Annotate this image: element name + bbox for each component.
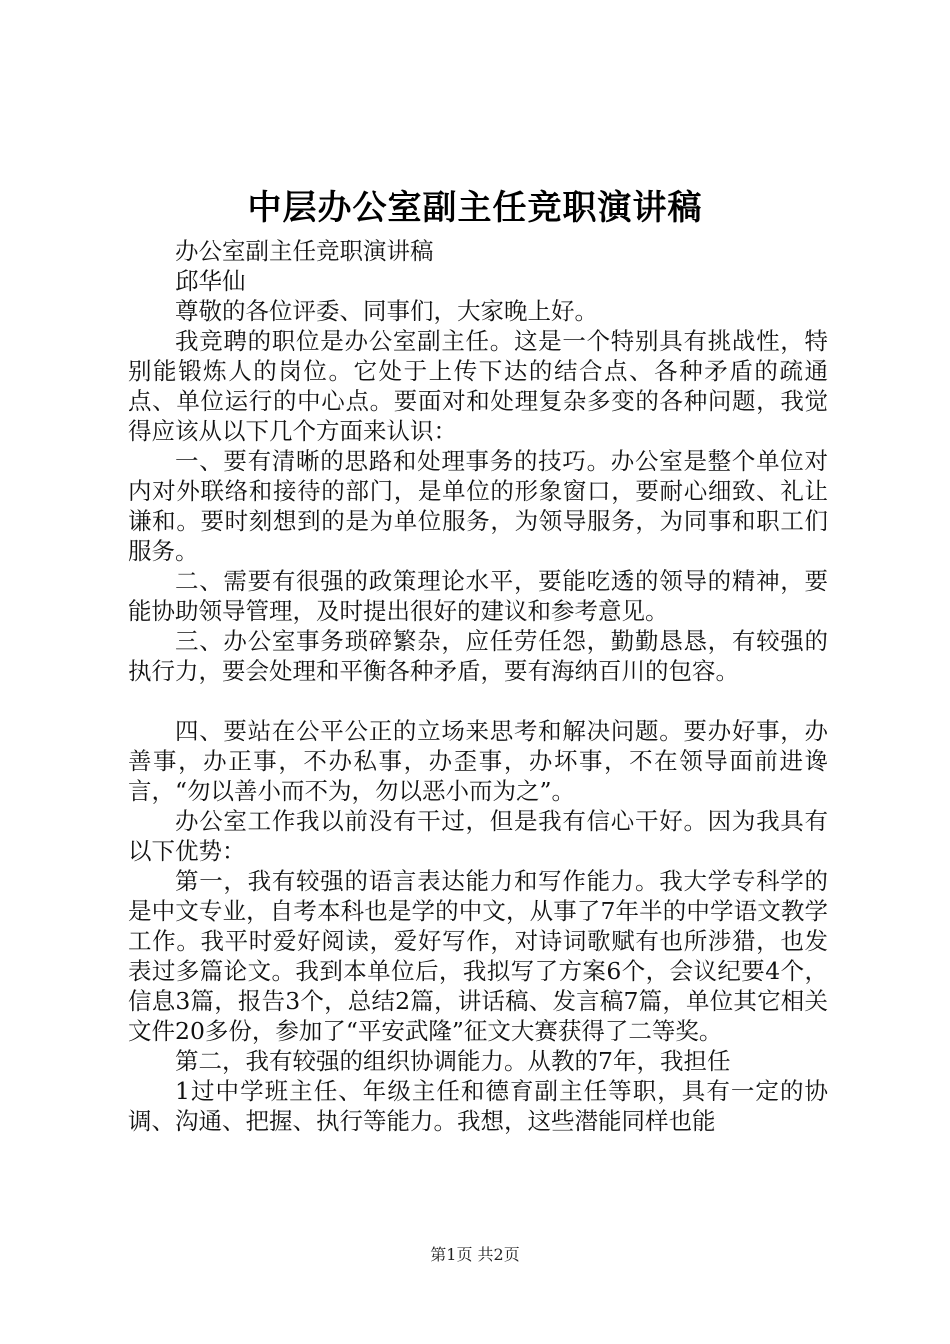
paragraph-author: 邱华仙 bbox=[175, 267, 246, 295]
paragraph: 四、要站在公平公正的立场来思考和解决问题。要办好事，办善事，办正事，不办私事，办歪事，办坏事，不在领导面前进谗言，“勿以善小而不为，勿以恶小而为之”。 bbox=[128, 717, 828, 805]
paragraph: 第二，我有较强的组织协调能力。从教的7年，我担任 bbox=[175, 1047, 731, 1075]
paragraph: 二、需要有很强的政策理论水平，要能吃透的领导的精神，要能协助领导管理，及时提出很好的建议和参考意见。 bbox=[128, 567, 828, 625]
paragraph-greeting: 尊敬的各位评委、同事们，大家晚上好。 bbox=[175, 297, 598, 325]
document-body bbox=[128, 236, 828, 1136]
paragraph: 1过中学班主任、年级主任和德育副主任等职，具有一定的协调、沟通、把握、执行等能力。我想，这些潜能同样也能 bbox=[128, 1077, 828, 1135]
document-title: 中层办公室副主任竞职演讲稿 bbox=[247, 188, 703, 228]
paragraph: 我竞聘的职位是办公室副主任。这是一个特别具有挑战性，特别能锻炼人的岗位。它处于上传下达的结合点、各种矛盾的疏通点、单位运行的中心点。要面对和处理复杂多变的各种问题，我觉得应该从以下几个方面来认识： bbox=[128, 327, 828, 445]
page-number-footer: 第1页 共2页 bbox=[430, 1245, 520, 1264]
paragraph: 三、办公室事务琐碎繁杂，应任劳任怨，勤勤恳恳，有较强的执行力，要会处理和平衡各种矛盾，要有海纳百川的包容。 bbox=[128, 627, 828, 685]
blank-line bbox=[128, 686, 828, 716]
paragraph: 办公室工作我以前没有干过，但是我有信心干好。因为我具有以下优势： bbox=[128, 807, 828, 865]
paragraph: 第一，我有较强的语言表达能力和写作能力。我大学专科学的是中文专业，自考本科也是学的中文，从事了7年半的中学语文教学工作。我平时爱好阅读，爱好写作，对诗词歌赋有也所涉猎，也发表过多篇论文。我到本单位后，我拟写了方案6个，会议纪要4个，信息3篇，报告3个，总结2篇，讲话稿、发言稿7篇，单位其它相关文件20多份，参加了“平安武隆”征文大赛获得了二等奖。 bbox=[128, 867, 828, 1045]
paragraph-subtitle: 办公室副主任竞职演讲稿 bbox=[175, 237, 434, 265]
paragraph: 一、要有清晰的思路和处理事务的技巧。办公室是整个单位对内对外联络和接待的部门，是单位的形象窗口，要耐心细致、礼让谦和。要时刻想到的是为单位服务，为领导服务，为同事和职工们服务。 bbox=[128, 447, 828, 565]
